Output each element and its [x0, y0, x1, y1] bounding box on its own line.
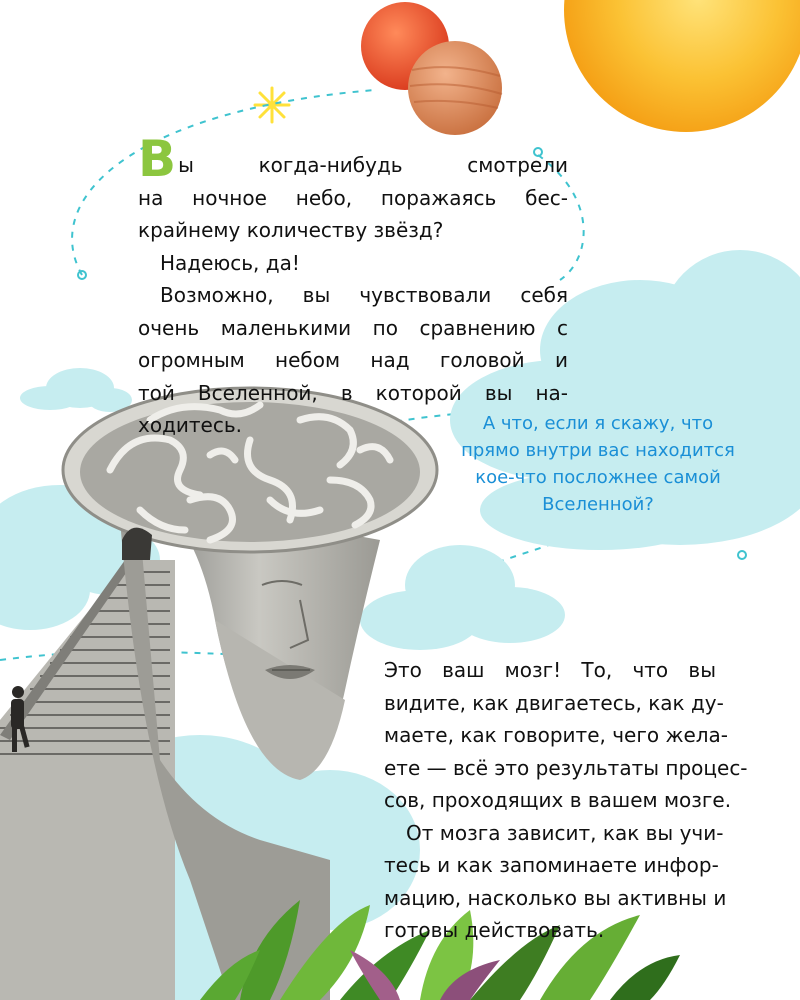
- drop-cap: В: [138, 130, 177, 188]
- callout-question: [428, 410, 768, 518]
- intro-line: ходитесь.: [138, 413, 242, 437]
- brain-line: Это ваш мозг! То, что вы: [384, 658, 716, 682]
- brain-paragraph: [384, 654, 748, 947]
- intro-line: той Вселенной, в которой вы на-: [138, 380, 568, 405]
- intro-line: огромным небом над головой и: [138, 348, 568, 372]
- brain-line: сов, проходящих в вашем мозге.: [384, 788, 732, 812]
- intro-line: Надеюсь, да!: [160, 250, 300, 275]
- intro-line: крайнему количеству звёзд?: [138, 218, 444, 242]
- intro-line: ы когда-нибудь смотрели: [178, 153, 568, 177]
- brain-line: ете — всё это результаты процес-: [384, 755, 748, 780]
- callout-line: кое-что посложнее самой: [475, 467, 721, 488]
- callout-line: Вселенной?: [542, 494, 654, 515]
- intro-paragraph: [138, 130, 568, 442]
- brain-line: От мозга зависит, как вы учи-: [406, 820, 724, 845]
- intro-line: Возможно, вы чувствовали себя: [160, 283, 568, 307]
- intro-line: на ночное небо, поражаясь бес-: [138, 185, 568, 210]
- brain-line: тесь и как запоминаете инфор-: [384, 853, 719, 877]
- planet-illustration: [361, 2, 502, 135]
- intro-line: очень маленькими по сравнению с: [138, 315, 568, 340]
- sun-illustration: [564, 0, 800, 132]
- brain-line: мацию, насколько вы активны и: [384, 885, 727, 910]
- callout-line: А что, если я скажу, что: [482, 413, 714, 434]
- star-sparkle-icon: [255, 88, 289, 122]
- brain-line: маете, как говорите, чего жела-: [384, 723, 729, 747]
- callout-line: прямо внутри вас находится: [461, 440, 735, 461]
- brain-line: видите, как двигаетесь, как ду-: [384, 690, 724, 715]
- brain-line: готовы действовать.: [384, 918, 605, 942]
